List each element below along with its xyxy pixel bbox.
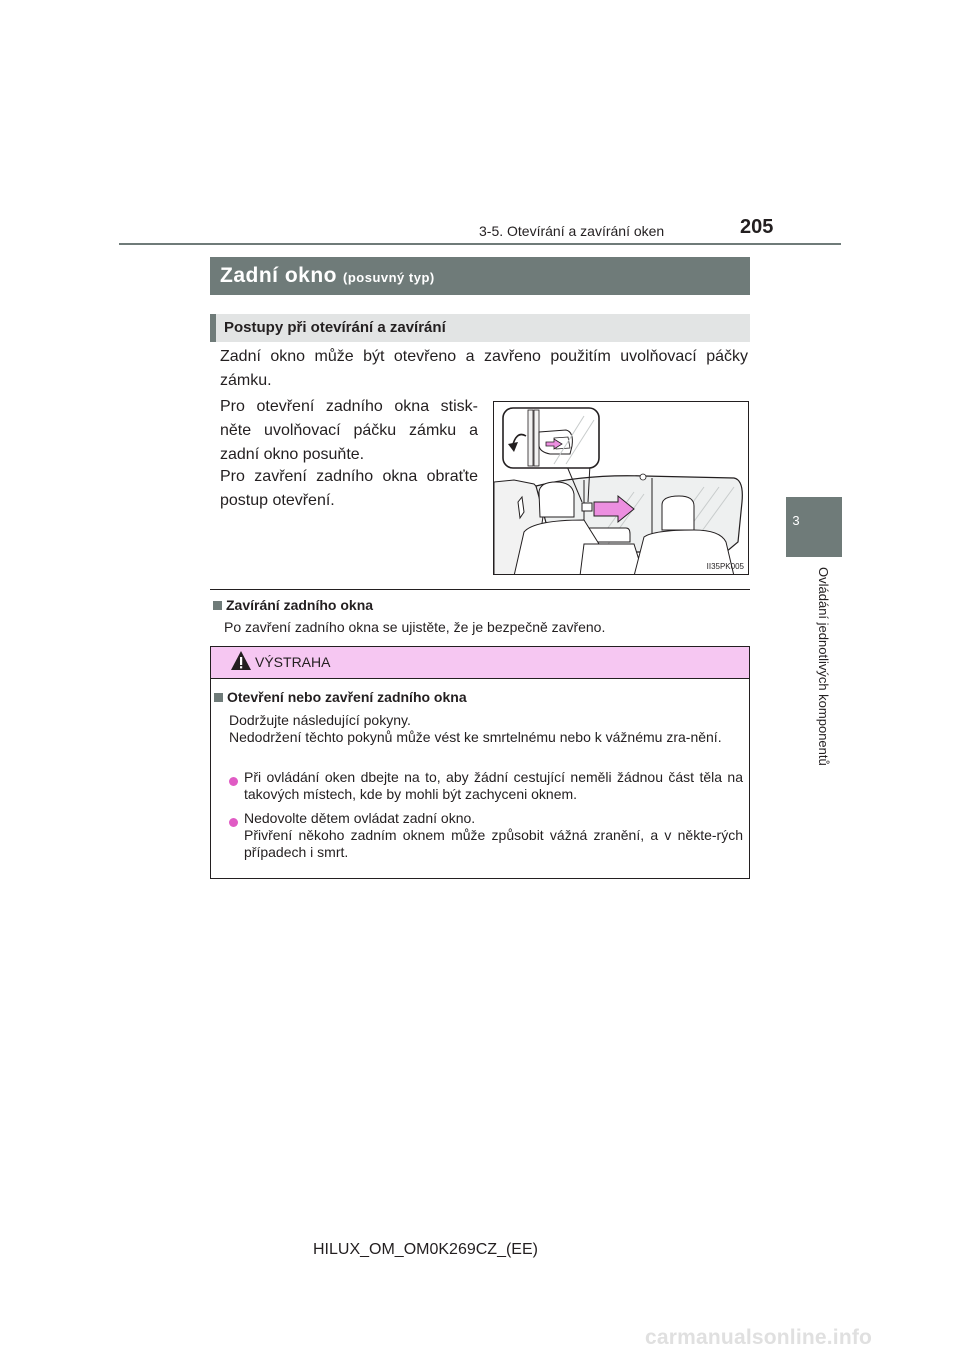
close-instruction: Pro zavření zadního okna obraťte postup otevření. [220,468,478,509]
note-text: Po zavření zadního okna se ujistěte, že je bezpečně zavřeno. [224,619,606,635]
warning-line-1: Dodržujte následující pokyny. [229,712,411,728]
figure-code: II35PK005 [706,562,744,571]
intro-paragraph: Zadní okno může být otevřeno a zavřeno použitím uvolňovací páčky zámku. [220,348,748,389]
warning-bullet-2-line-1: Nedovolte dětem ovládat zadní okno. [244,810,476,826]
bullet-dot-icon [229,818,238,827]
page-number: 205 [740,216,774,238]
warning-heading-text: Otevření nebo zavření zadního okna [227,689,467,705]
header-rule [119,243,841,245]
warning-bullet-2-text [244,810,743,861]
warning-heading [214,689,467,706]
warning-bullet-1 [229,769,743,803]
warning-intro [229,712,741,746]
rear-window-illustration [493,401,749,575]
warning-bullet-1-text: Při ovládání oken dbejte na to, aby žádní cestující neměli žádnou část těla na takových místech, kde by mohli být zachyceni oknem. [244,769,743,802]
note-heading-text: Zavírání zadního okna [226,597,374,613]
warning-triangle-icon [230,650,252,672]
warning-line-2: Nedodržení těchto pokynů může vést ke smrtelnému nebo k vážnému zra-nění. [229,729,722,745]
section-divider [210,589,750,590]
square-bullet-icon [213,601,222,610]
section-title-suffix: (posuvný typ) [343,270,435,285]
chapter-tab-number: 3 [792,513,800,528]
watermark: carmanualsonline.info [645,1326,873,1349]
chapter-heading: 3-5. Otevírání a zavírání oken [479,223,665,239]
document-code: HILUX_OM_OM0K269CZ_(EE) [313,1241,538,1258]
open-instruction: Pro otevření zadního okna stisk-něte uvolňovací páčku zámku a zadní okno posuňte. [220,398,478,463]
note-heading [213,597,373,613]
section-title-bar [210,257,750,295]
subsection-bar [210,314,750,342]
warning-bullet-2-line-2: Přivření někoho zadním oknem může způsobit vážná zranění, a v někte-rých případech i smrt. [244,827,743,860]
warning-bullet-2 [229,810,743,861]
chapter-tab-label: Ovládání jednotlivých komponentů [816,567,831,766]
warning-header [211,647,749,679]
warning-label: VÝSTRAHA [255,654,331,670]
bullet-dot-icon [229,777,238,786]
subsection-accent [210,314,216,342]
rear-window-drawing [494,402,749,575]
subsection-title: Postupy při otevírání a zavírání [224,319,446,336]
section-title: Zadní okno [220,264,337,287]
square-bullet-icon [214,693,223,702]
